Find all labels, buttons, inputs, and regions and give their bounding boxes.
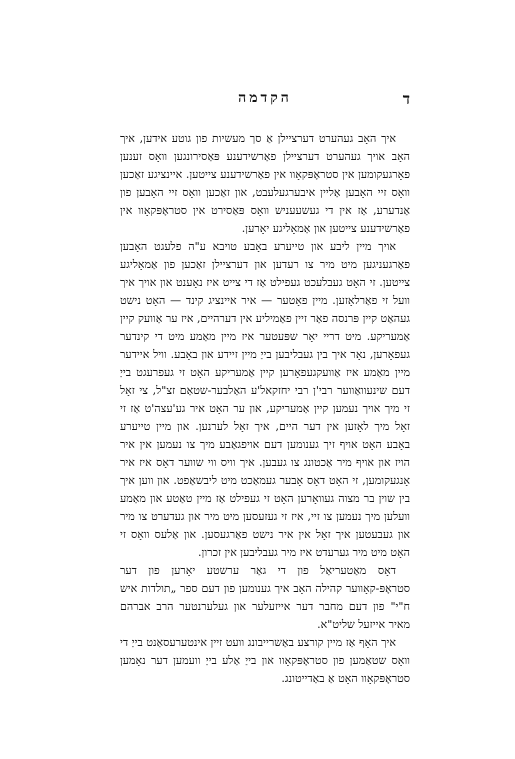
paragraph: איך האָב געהערט דערציילן אַ סך מעשיות פון גוטע אידען, איך האָב אויך געהערט דערציילן פאַרשידענע פּאַסירונגען וואָס זענען פאָרגעקומען אין סטראָפּקאָוו אין פאַרשידענע צייטען. איינציגע זאַכען וואָס זיי האָבען אַליין איבערגעלעבט, און זאַכען וואָס זיי האָבען פון אַנדערע, אַז אין די געשעעניש וואָס פּאַסירט אין סטראָפּקאָוו אין פאַרשידענע צייטען און אַמאָליגע יאָרען.: [120, 132, 410, 235]
paragraph: איך האָף אַז מיין קורצע באַשרייבונג וועט זיין אינטערעסאַנט בייַ די וואָס שטאַמען פון סטראָפּקאָוו און בייַ אַלע בייַ וועמען דער נאָמען סטראָפּקאָוו האָט אַ באַדייטונג.: [120, 636, 410, 685]
paragraph: אויך מיין ליבע און טייערע באָבע טויבא ע"ה פלעגט האָבען פאַרגעניגען מיט מיר צו רעדען און דערציילן זאַכען פון אַמאָליגע צייטען. זי האָט געבלעכט געפילט אַז די צייט איז נאָענט און אויך איך וועל זי פאַרלאָזען. מיין פאָטער — איר איינציג קינד — האָט נישט געהאַט קיין פּרנסה פאַר זיין פאַמיליע אין דערהיים, איז ער אַוועק קיין אַמעריקע. מיט דריי יאָר שפּעטער איז מיין מאַמע מיט די קינדער געפאָרען, נאָר איך בין געבליבען בייַ מיין זיידע און באָבע. וויל איידער מיין מאַמע איז אַוועקגעפאָרען קיין אַמעריקע האָט זי געפרעגט בייַ דעם שינעוואַווער רבי'ן רבי יחזקאל'ע האַלבער-שטאַם זצ"ל, צי זאָל זי מיך אויך נעמען קיין אַמעריקע, און ער האָט איר גע'עצה'ט אַז זי זאָל מיך לאָזען אין דער היים, איך זאָל לערנען. און מיין טייערע באָבע האָט אויף זיך גענומען דעם אויפגאַבע מיך צו נעמען אין איר הויז און אויף מיר אַכטונג צו געבען. איך וויס ווי שווער דאָס איז איר אָנגעקומען, זי האָט דאָס אָבער געמאַכט מיט ליבשאַפט. און ווען איך בין שוין בר מצוה געוואָרען האָט זי געפילט אַז מיין טאַטע און מאַמע וועלען מיך נעמען צו זיי, איז זי געזעסען מיט מיר און געדערט צו מיר און געבעטען איך זאָל אין איר נישט פאַרגעסען. און אַלעס וואָס זי האָט מיט מיר גערעדט איז מיר געבליבען אין זכרון.: [120, 240, 410, 559]
page-header: [120, 90, 410, 112]
paragraph: דאָס מאַטעריאַל פון די גאַר ערשטע יאָרען פון דער סטראָפּ-קאָווער קהילה האָב איך גענומען פון דעם ספר „תולדות איש ח"י" פון דעם מחבר דער אייזעלער און געלערנטער הרב אברהם מאיר אייזעל שליט"א.: [120, 564, 410, 631]
section-title: הקדמה: [238, 90, 292, 106]
page-number: ד: [402, 90, 410, 108]
body-text: [120, 130, 410, 688]
